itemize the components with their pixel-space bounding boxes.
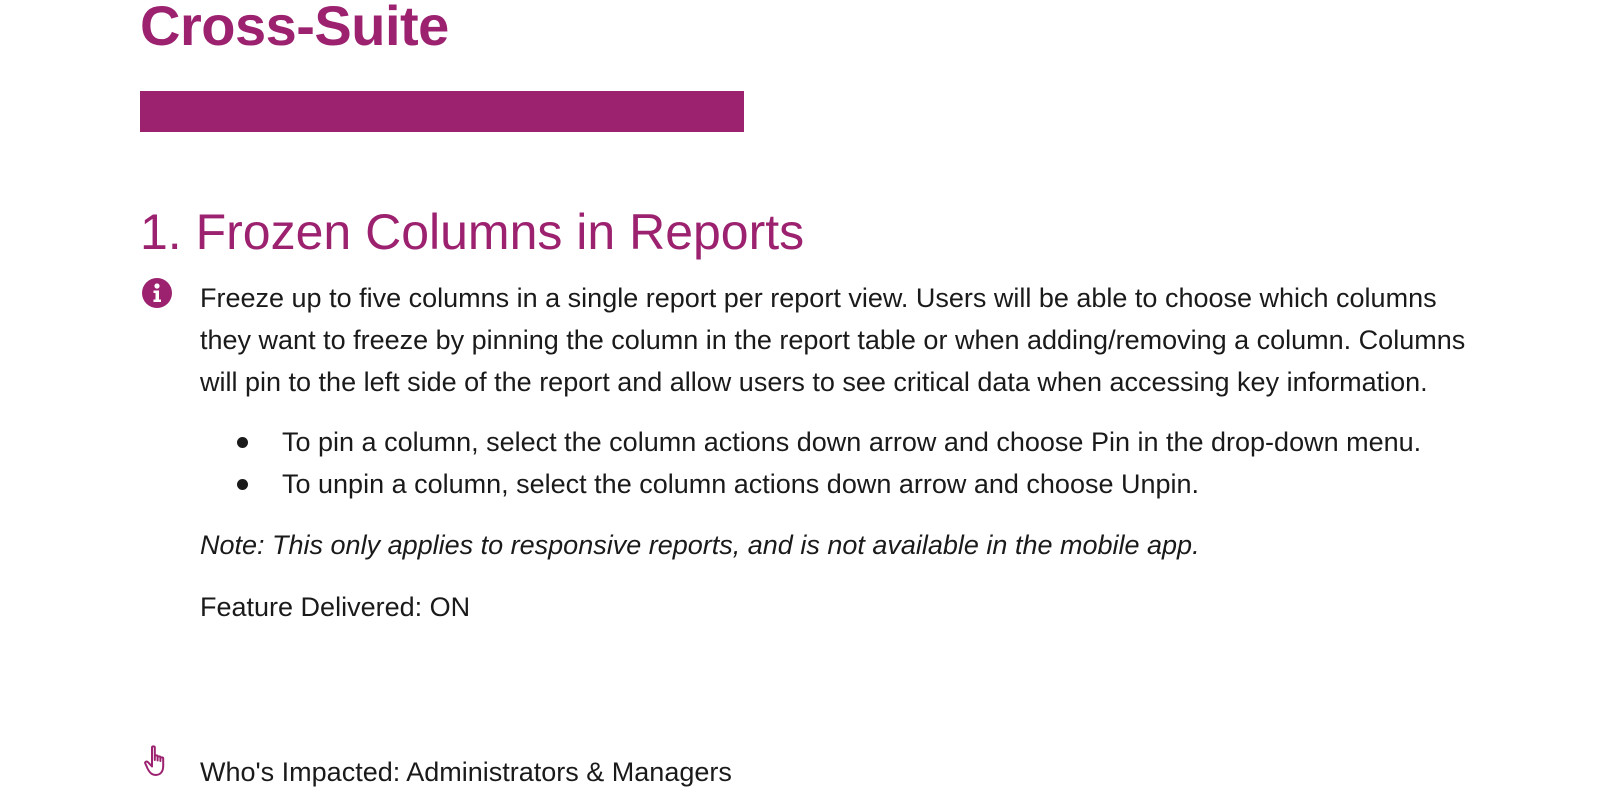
title-accent-bar bbox=[140, 91, 744, 132]
feature-note: Note: This only applies to responsive reports, and is not available in the mobile app. bbox=[200, 530, 1200, 560]
bullet-text: To unpin a column, select the column actions down arrow and choose Unpin. bbox=[282, 469, 1200, 499]
bullet-item bbox=[200, 421, 1470, 463]
hand-pointer-icon bbox=[143, 744, 173, 778]
bullet-item bbox=[200, 463, 1470, 505]
feature-impacted: Who's Impacted: Administrators & Managers bbox=[200, 757, 732, 787]
feature-bullet-list bbox=[200, 421, 1470, 505]
feature-delivered-status: Feature Delivered: ON bbox=[200, 592, 471, 622]
bullet-text: To pin a column, select the column actions down arrow and choose Pin in the drop-down menu. bbox=[282, 427, 1422, 457]
feature-content bbox=[200, 277, 1470, 628]
section-title: Cross-Suite bbox=[140, 0, 449, 57]
bullet-dot bbox=[237, 437, 248, 448]
bullet-dot bbox=[237, 479, 248, 490]
feature-description: Freeze up to five columns in a single report per report view. Users will be able to choose which columns they want to freeze by pinning the column in the report table or when adding/removing a column. Columns will pin to the left side of the report and allow users to see critical data when accessing key information. bbox=[200, 283, 1466, 397]
feature-heading: 1. Frozen Columns in Reports bbox=[140, 204, 805, 260]
info-circle-icon bbox=[141, 277, 173, 309]
